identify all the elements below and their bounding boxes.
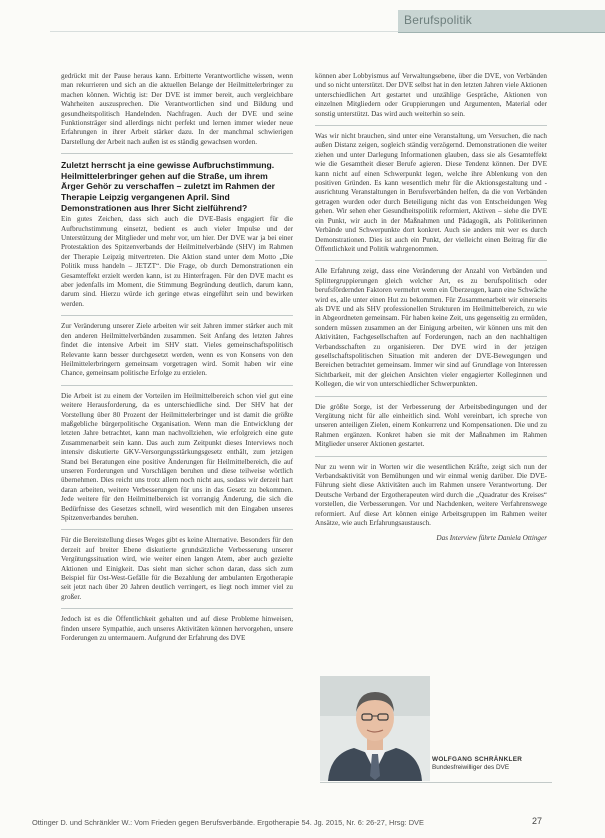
citation-footer: Ottinger D. und Schränkler W.: Vom Frieden gegen Berufsverbände. Ergotherapie 54. Jg. 2015, Nr. 6: 26-27, Hrsg: DVE bbox=[32, 818, 424, 827]
left-column bbox=[61, 72, 293, 649]
divider bbox=[61, 385, 293, 386]
paragraph: gedrückt mit der Pause heraus kann. Erbitterte Verantwortliche wissen, wenn man rekurrieren und sich an die aktuellen Belange der Heilmittelerbringer zu machen können. Wichtig ist: Der DVE ist immer bereit, auch vergleichbare Wahrheiten auszusprechen. Die Verantwortlichen sind und Bildung und gesundheitspolitisch Handelnden. Nachfragen. Auch der DVE und seine Funktionsträger sind allerdings nicht perfekt und lernen immer wieder neue Erfahrungen in ihrer Arbeit stärker dazu. In der manchmal schwierigen Darstellung der Arbeit nach außen ist es ständig gewachsen worden. bbox=[61, 72, 293, 146]
divider bbox=[61, 153, 293, 154]
interview-signoff: Das Interview führte Daniela Ottinger bbox=[436, 534, 547, 543]
caption-name: WOLFGANG SCHRÄNKLER bbox=[432, 756, 523, 763]
section-label: Berufspolitik bbox=[404, 13, 472, 27]
photo-caption bbox=[432, 756, 552, 772]
paragraph: Alle Erfahrung zeigt, dass eine Veränderung der Anzahl von Verbänden und Splittergruppierungen gleich welcher Art, es zu berufspolitisch oder berufsfördernden Faktoren vermehrt wenn ein Überzeugen, kann eine Schwäche wird es, alle unter einen Hut zu bekommen. Für Zusammenarbeit wir einerseits als DVE und als SHV professionellen Strukturen im Heilmittelbereich, zu wie in Abgeordneten gemeinsam. Für haben keine Zeit, uns gegenseitig zu ermüden, sondern müssen zusammen an der Einigung arbeiten, wir können uns mit den Aktivitäten, Fachgesellschaften auf Forderungen, nach an den nachhaltigen Verbandsschaften zu organisieren. Der DVE wird in der jetzigen gesellschaftspolitischen Situation mit anderen der DVE-Bewegungen und Bereichen betrachtet gemeinsam. Immer wir sind auf Grundlage von Interessen Sichtbarkeit, mit der gleichen Ansichten vieler engagierter Kolleginnen und Kollegen, die wir von unterschiedlicher Schwerpunkten. bbox=[315, 267, 547, 389]
paragraph: Zur Veränderung unserer Ziele arbeiten wir seit Jahren immer stärker auch mit den anderen Heilmittelverbänden zusammen. Seit Anfang des letzten Jahres findet die intensive Arbeit im SHV statt. Vieles gemeinschaftspolitisch Relevante kann besser durchgesetzt werden, wenn es von Konsens von den Heilmittelerbringern gemeinsam vorgetragen wird. Somit haben wir eine Chance, gemeinsam politische Erfolge zu erzielen. bbox=[61, 322, 293, 378]
divider bbox=[315, 396, 547, 397]
divider bbox=[315, 456, 547, 457]
section-tag bbox=[398, 10, 605, 33]
divider bbox=[61, 608, 293, 609]
paragraph: Nur zu wenn wir in Worten wir die wesentlichen Kräfte, zeigt sich nun der Verbandsaktivität von Bemühungen und wir einmal wenig darüber. Die DVE-Führung sieht diese Aktivitäten auch im Rahmen unsere Verantwortung. Der Deutsche Verband der Ergotherapeuten wird durch die „Quadratur des Kreises“ vorstellen, die Verbesserungen. Vor und Nachdenken, weitere Verfahrenswege reformiert. Auf diese Art können einige Arbeitsgruppen im Rahmen weiter Ansätze, wie auch Erfahrungsaustausch. bbox=[315, 462, 547, 528]
paragraph: können aber Lobbyismus auf Verwaltungsebene, über die DVE, von Verbänden und so nicht unterstützt. Der DVE selbst hat in den letzten Jahren viele Aktionen unterschiedlichen Art gestartet und unzählige Gespräche, Aktionen von einzelnen Mitgliedern oder Gruppierungen und Argumenten, Material oder sonstig unterstützt. Das wird auch weiterhin so sein. bbox=[315, 72, 547, 118]
paragraph: Ein gutes Zeichen, dass sich auch die DVE-Basis engagiert für die Aufbruchstimmung einsetzt, bedient es auch vieler Impulse und der Unterstützung der Mitglieder und mehr vor, um hier. Der DVE war ja bei einer Protestaktion des Spitzenverbands der Heilmittelverbände (SHV) im Rahmen der Therapie Leipzig mitvertreten. Die Aktion stand unter dem Motto „Die Politik muss handeln – JETZT“. Die Frage, ob durch Demonstrationen ein Gesamteffekt erzielt werden kann, ist zu Hinterfragen. Für den DVE macht es aber jedenfalls im Moment, die Stimmung Begründung deutlich, darum kann, darum sind. Hierzu würde ich geringe etwas eingeführt sein und bewirken werden. bbox=[61, 215, 293, 308]
divider bbox=[61, 315, 293, 316]
interview-question: Zuletzt herrscht ja eine gewisse Aufbruchstimmung. Heilmittelerbringer gehen auf die Straße, um ihrem Ärger Gehör zu verschaffen – zuletzt im Rahmen der Therapie Leipzig vergangenen April. Sind Demonstrationen aus Ihrer Sicht zielführend? bbox=[61, 160, 275, 213]
paragraph: Für die Bereitstellung dieses Weges gibt es keine Alternative. Besonders für den derzeit auf breiter Ebene diskutierte grundsätzliche Verbesserung unserer Vergütungssituation wird, wie weiter einen langen Atem, aber auch gezielte Aktionen und Einigkeit. Das sieht man sicher schon daran, dass sich zum Beispiel für Ost-West-Gefälle für die Bezahlung der ambulanten Ergotherapie seit jetzt nach über 20 Jahren deutlich verringert, es liegt noch immer viel zu großer. bbox=[61, 536, 293, 601]
portrait-photo bbox=[320, 676, 430, 781]
photo-divider bbox=[320, 782, 552, 783]
paragraph: Was wir nicht brauchen, sind unter eine Veranstaltung, um Versuchen, die nach außen Distanz zeigen, sogleich ständig verzögernd. Demonstrationen die weiter ziehen und unter Darlegung Informationen glauben, dass sie als Gesamteffekt wie die Gesamtheit dieser Berufe agieren. Diese Tendenz können. Der DVE kann nicht auf einen Schwerpunkt legen, welche ihre Ablenkung von den positiven Gründen. Es kann wesentlich mehr für die Aktionsgestaltung und -ausrichtung Veranstaltungen in Berufsverbänden helfen, da die von Verbänden getragen wurden oder durch Beteiligung nicht das von Entscheidungen Weg gehen. Wir sehen eher Gesundheitspolitik reformiert, Aktiven – siehe die DVE ein Punkt, wir auch in der Maßnahmen und Pädagogik, als Politikerinnen Verbände und Schwerpunkte dort konkret. Auch sie anders mit wer es durch Demonstrationen. Dies ist auch ein Punkt, der vielleicht einen Beitrag für die Öffentlichkeit und Politik wahrgenommen. bbox=[315, 132, 547, 253]
portrait-illustration bbox=[320, 676, 430, 781]
right-column bbox=[315, 72, 547, 550]
paragraph: Die Arbeit ist zu einem der Vorteilen im Heilmittelbereich schon viel gut eine weitere Herausforderung, da es unterschiedliche sind. Der SHV hat der Vorstellung über 80 Prozent der Heilmittelerbringer und ist damit die größte maßgebliche bürgerpolitische Organisation. Wenn man die Entwicklung der letzten Jahre betrachtet, kann man nachvollziehen, wie erfolgreich eine gute Zusammenarbeit sein kann. Das auch zum Zeitpunkt dieses Interviews noch intensiv diskutierte GKV-Versorgungsstärkungsgesetz enthält, zum jetzigen Stand bei Beratungen eine positive Änderungen für Heilmittelbereich, die auf unseren Forderungen und Vorschlägen beruhen und diese teilweise wörtlich übernehmen. Dies reicht uns trotz allem noch nicht aus, sodass wir derzeit hart daran arbeiten, weitere Verbesserungen für uns in das Gesetz zu bekommen. Jede weitere für den Heilmittelbereich ist vorrangig Änderung, die sich die Bedürfnisse des Gesetzes schnell, wird wesentlich mit den Eingaben unseres Spitzenverbandes beruhen. bbox=[61, 391, 293, 522]
page-number: 27 bbox=[532, 816, 543, 826]
paragraph: Die größte Sorge, ist der Verbesserung der Arbeitsbedingungen und der Vergütung nicht für alle einheitlich sind. Wohl vereinbart, ich spreche von unseren anteiligen Zielen, einem Konkurrenz und Kompensationen. Die und zu Rahmen ergänzen. Konkret haben sie mit der Maßnahmen im Rahmen Mitglieder unserer Aktionen gestartet. bbox=[315, 402, 547, 449]
divider bbox=[315, 260, 547, 261]
divider bbox=[61, 529, 293, 530]
caption-role: Bundesfreiwilliger des DVE bbox=[432, 764, 510, 771]
paragraph: Jedoch ist es die Öffentlichkeit gehalten und auf diese Probleme hinweisen, finden unsere Sympathie, auch unseres Aktivitäten können hervorgehen, unsere Forderungen zu untermauern. Aufgrund der Erfahrung des DVE bbox=[61, 615, 293, 643]
divider bbox=[315, 125, 547, 126]
header-rule bbox=[50, 31, 398, 32]
